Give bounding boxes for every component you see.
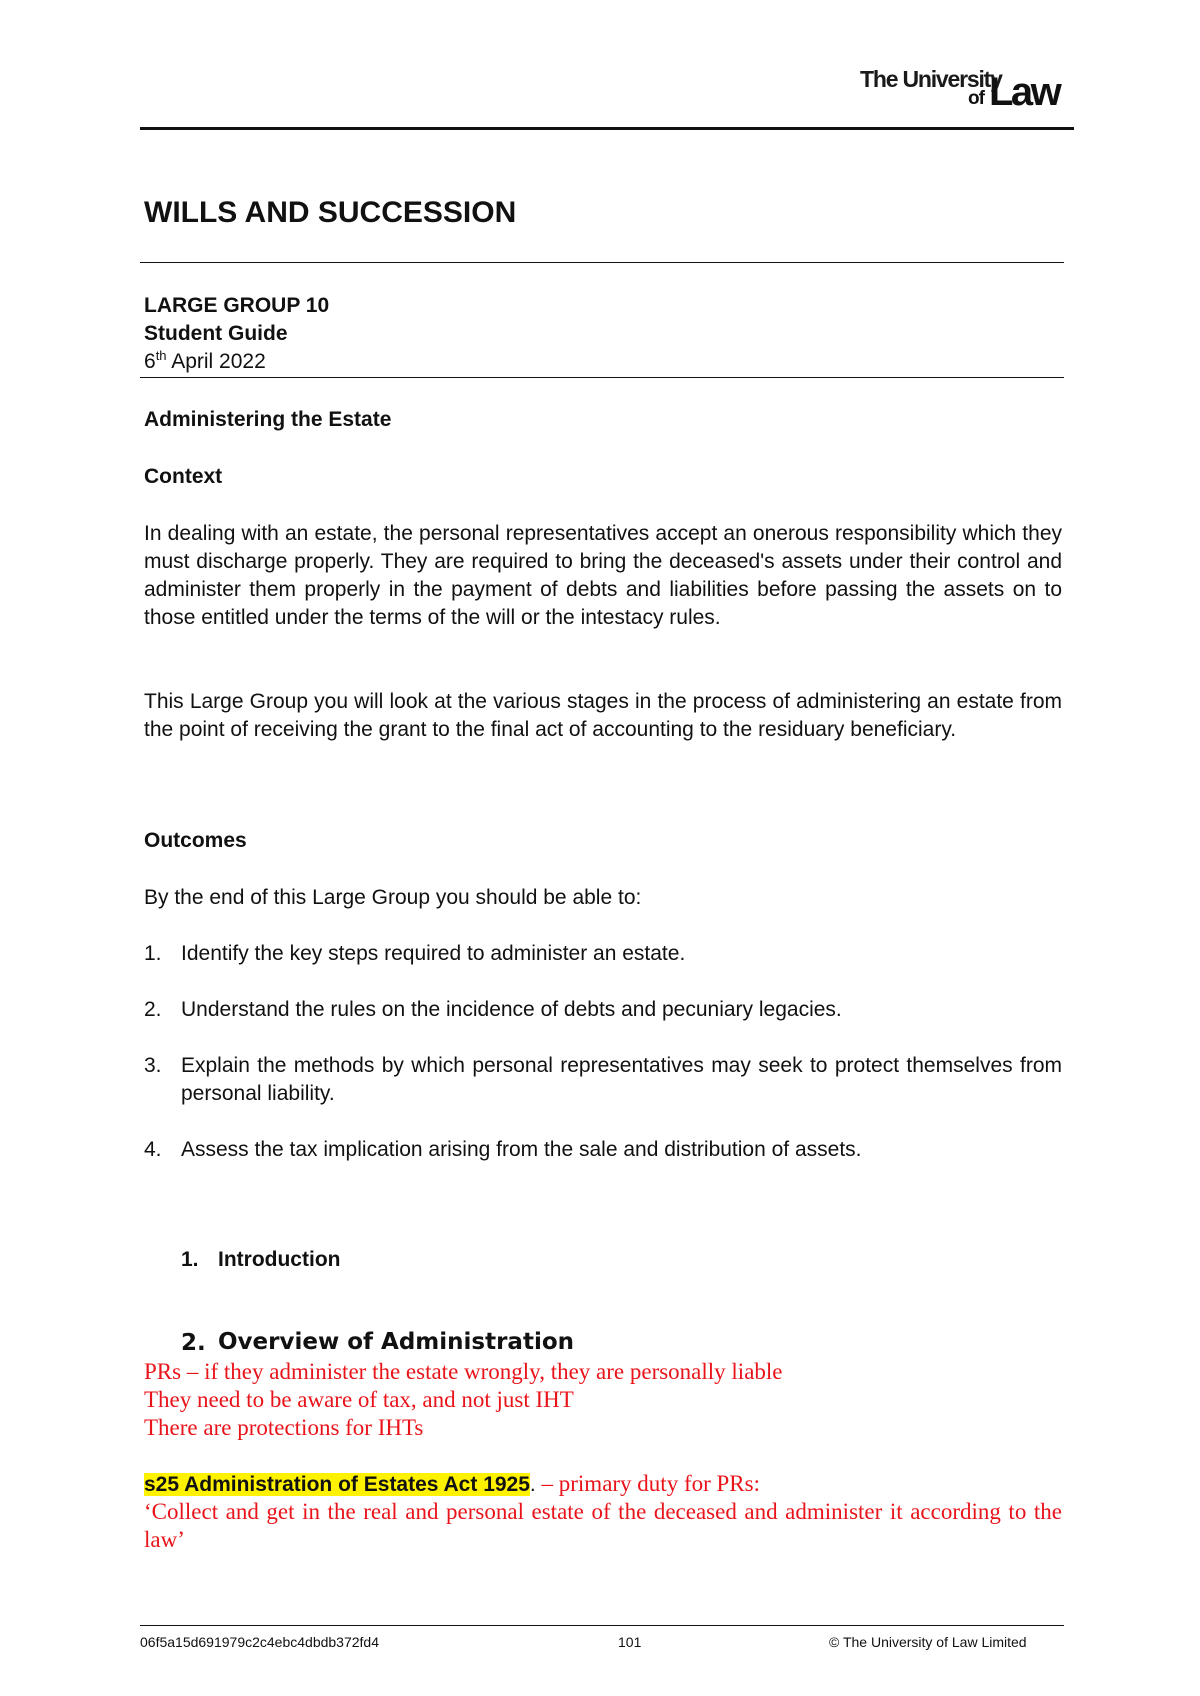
note-line: They need to be aware of tax, and not just IHT	[144, 1387, 574, 1412]
meta-rule	[140, 377, 1064, 378]
overview-number: 2.	[181, 1330, 206, 1356]
statute-highlight: s25 Administration of Estates Act 1925	[144, 1473, 530, 1496]
group-label: LARGE GROUP 10	[144, 294, 330, 317]
document-meta	[144, 292, 1062, 376]
logo-law-text: Law	[989, 70, 1060, 114]
section-heading-administering: Administering the Estate	[144, 408, 392, 431]
logo-of-text: of	[968, 88, 984, 109]
title-rule	[140, 262, 1064, 263]
document-title: WILLS AND SUCCESSION	[144, 196, 517, 229]
outcome-text: Explain the methods by which personal representatives may seek to protect themselves from personal liability.	[181, 1054, 1062, 1105]
outcome-text: Identify the key steps required to administer an estate.	[181, 942, 686, 965]
footer-page-number: 101	[618, 1634, 642, 1650]
outcome-number: 2.	[144, 998, 162, 1021]
note-line: There are protections for IHTs	[144, 1415, 424, 1440]
section-heading-outcomes: Outcomes	[144, 829, 247, 852]
overview-heading: Overview of Administration	[218, 1329, 575, 1355]
outcome-text: Understand the rules on the incidence of debts and pecuniary legacies.	[181, 998, 842, 1021]
outcomes-intro: By the end of this Large Group you should be able to:	[144, 886, 642, 909]
duty-note: – primary duty for PRs:	[535, 1471, 760, 1496]
statute-note	[144, 1470, 1062, 1499]
statute-period: .	[529, 1473, 536, 1496]
introduction-heading: Introduction	[218, 1248, 341, 1271]
statute-quote: ‘Collect and get in the real and personal estate of the deceased and administer it according to the law’	[144, 1499, 1062, 1552]
outcome-number: 3.	[144, 1054, 162, 1077]
outcome-number: 1.	[144, 942, 162, 965]
document-date: 6th April 2022	[144, 348, 266, 373]
context-paragraph-2: This Large Group you will look at the various stages in the process of administering an estate from the point of receiving the grant to the final act of accounting to the residuary beneficiary.	[144, 690, 1062, 741]
logo-university-text: The University	[860, 66, 1002, 92]
section-heading-context: Context	[144, 465, 223, 488]
outcome-number: 4.	[144, 1138, 162, 1161]
university-logo	[852, 66, 1072, 114]
outcome-item	[144, 940, 1062, 968]
annotation-notes	[144, 1358, 1062, 1442]
header-rule	[140, 127, 1074, 130]
outcome-item	[144, 1136, 1062, 1164]
guide-label: Student Guide	[144, 322, 288, 345]
outcome-text: Assess the tax implication arising from the sale and distribution of assets.	[181, 1138, 862, 1161]
footer-copyright: © The University of Law Limited	[829, 1634, 1027, 1650]
note-line: PRs – if they administer the estate wrongly, they are personally liable	[144, 1359, 783, 1384]
context-paragraph-1: In dealing with an estate, the personal representatives accept an onerous responsibility which they must discharge properly. They are required to bring the deceased's assets under their control and administer them properly in the payment of debts and liabilities before passing the assets on to those entitled under the terms of the will or the intestacy rules.	[144, 522, 1062, 629]
outcome-item	[144, 1052, 1062, 1108]
outcome-item	[144, 996, 1062, 1024]
footer-document-code: 06f5a15d691979c2c4ebc4dbdb372fd4	[140, 1634, 380, 1650]
introduction-number: 1.	[181, 1248, 199, 1271]
footer-rule	[140, 1625, 1064, 1626]
